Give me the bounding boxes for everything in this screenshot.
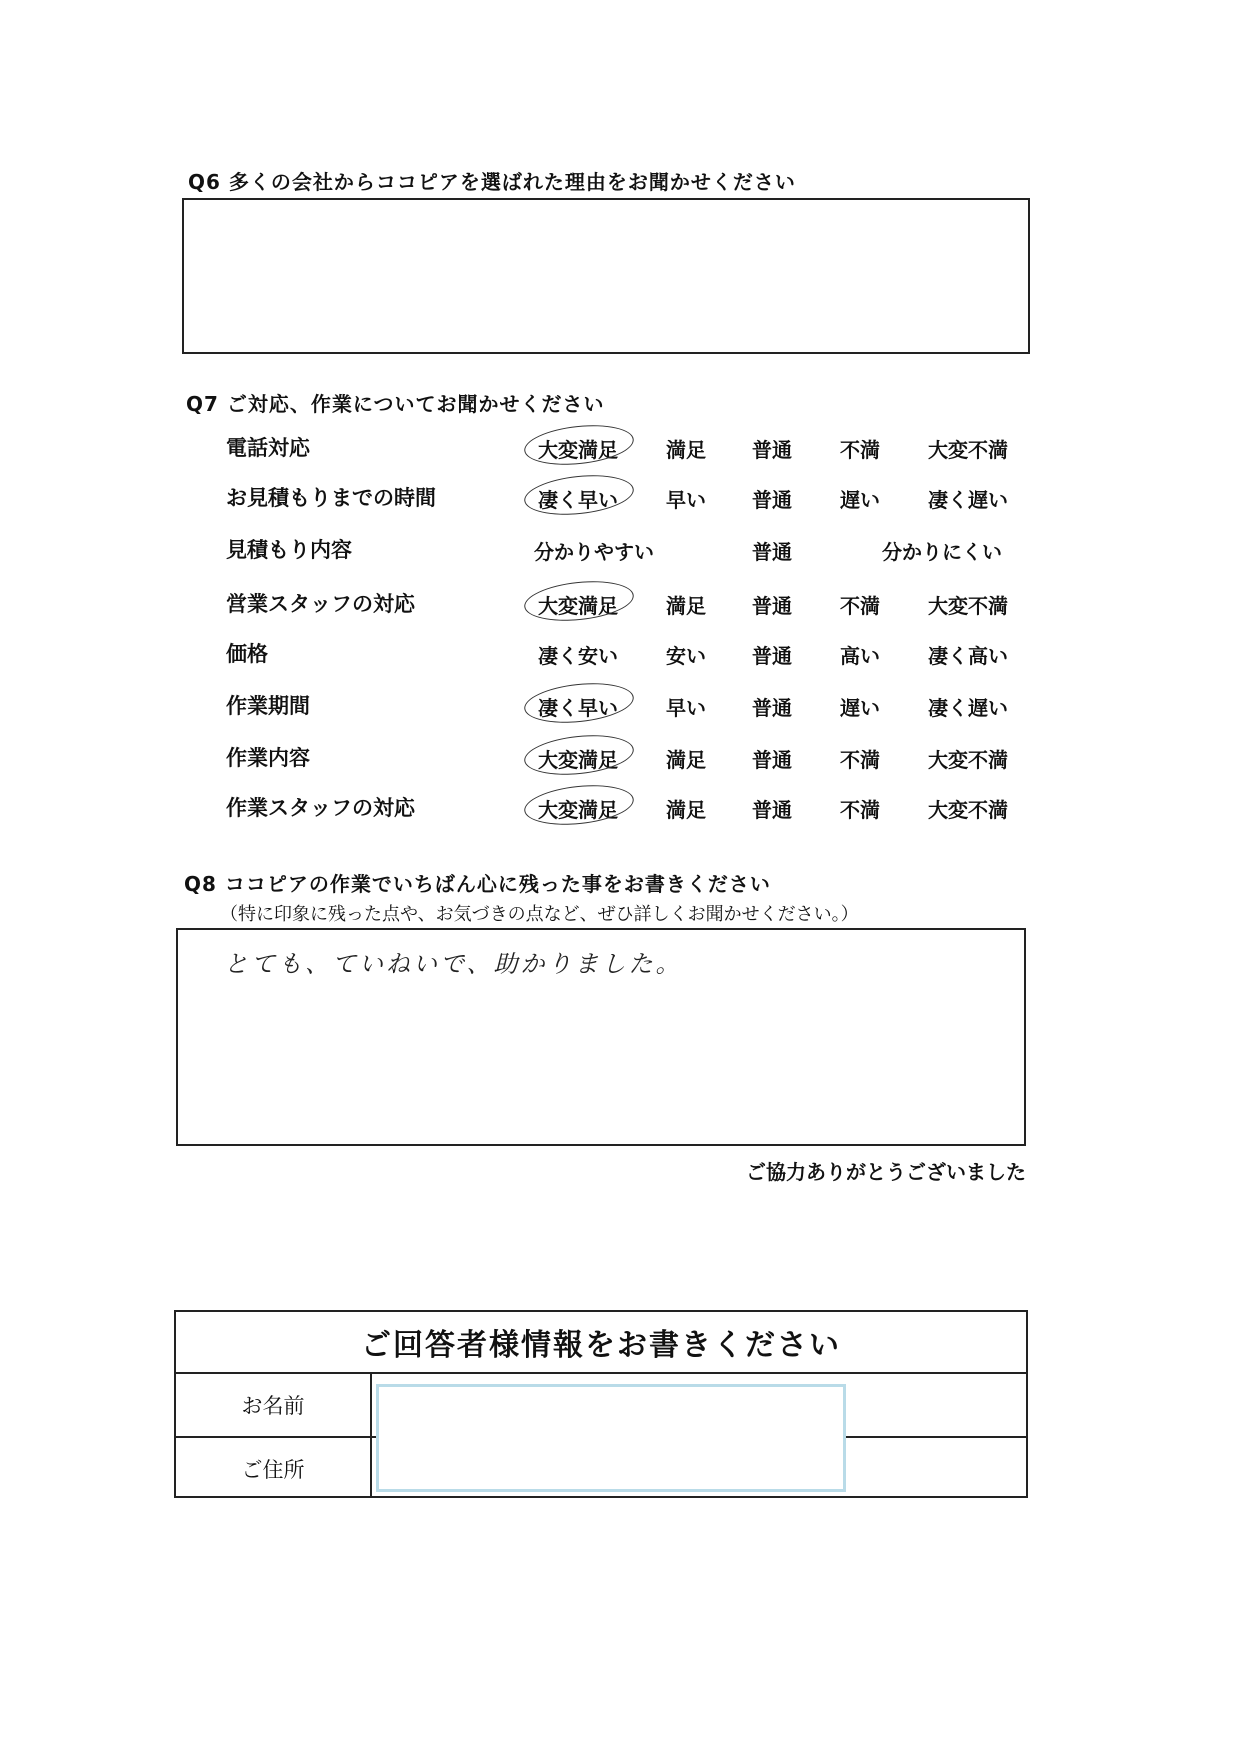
q7-option[interactable]: 普通 [752,488,792,512]
q7-title: Q7 ご対応、作業についてお聞かせください [186,392,605,416]
q7-row-label: 価格 [226,642,268,666]
q7-row-label: お見積もりまでの時間 [226,486,436,510]
q7-row [0,792,1240,832]
q7-option[interactable]: 普通 [752,748,792,772]
q7-option-selected[interactable]: 凄く早い [538,692,618,721]
q7-row [0,534,1240,574]
q7-row-label: 営業スタッフの対応 [226,592,415,616]
respondent-heading: ご回答者様情報をお書きください [176,1312,1026,1374]
q6-answer-box[interactable] [182,198,1030,354]
q7-row-label: 見積もり内容 [226,538,352,562]
q7-option[interactable]: 満足 [666,438,706,462]
q7-option[interactable]: 分かりにくい [882,540,1002,564]
q7-option[interactable]: 大変不満 [928,594,1008,618]
q7-row [0,482,1240,522]
q8-subtitle: （特に印象に残った点や、お気づきの点など、ぜひ詳しくお聞かせください。） [220,904,859,925]
q7-row-label: 作業期間 [226,694,310,718]
q7-row [0,432,1240,472]
q7-option[interactable]: 凄く安い [538,644,618,668]
q7-option-selected[interactable]: 大変満足 [538,744,618,773]
q7-option[interactable]: 普通 [752,644,792,668]
q7-option[interactable]: 遅い [840,488,880,512]
q7-option-selected[interactable]: 大変満足 [538,590,618,619]
q7-option[interactable]: 早い [666,488,706,512]
q7-option[interactable]: 普通 [752,798,792,822]
q7-option[interactable]: 早い [666,696,706,720]
q7-option[interactable]: 大変不満 [928,798,1008,822]
respondent-info-table [174,1310,1028,1498]
q7-option[interactable]: 普通 [752,696,792,720]
q7-option[interactable]: 凄く高い [928,644,1008,668]
q7-option[interactable]: 満足 [666,594,706,618]
q7-option[interactable]: 普通 [752,540,792,564]
q7-option[interactable]: 不満 [840,594,880,618]
q7-row [0,588,1240,628]
name-label: お名前 [241,1394,305,1418]
q7-row [0,742,1240,782]
q7-option[interactable]: 不満 [840,798,880,822]
q7-option[interactable]: 凄く遅い [928,696,1008,720]
q7-option[interactable]: 普通 [752,594,792,618]
q7-row [0,690,1240,730]
q8-title: Q8 ココピアの作業でいちばん心に残った事をお書きください [184,872,771,896]
q7-option[interactable]: 大変不満 [928,438,1008,462]
q7-option-selected[interactable]: 大変満足 [538,434,618,463]
q7-option[interactable]: 分かりやすい [534,540,654,564]
q7-row-label: 作業内容 [226,746,310,770]
q7-option[interactable]: 高い [840,644,880,668]
q7-option[interactable]: 大変不満 [928,748,1008,772]
q7-option[interactable]: 安い [666,644,706,668]
q7-row-label: 電話対応 [226,436,310,460]
q7-option[interactable]: 普通 [752,438,792,462]
q7-option[interactable]: 満足 [666,798,706,822]
q6-title: Q6 多くの会社からココピアを選ばれた理由をお聞かせください [188,170,796,194]
thanks-message: ご協力ありがとうございました [746,1160,1026,1184]
q8-answer-handwriting: とても、ていねいで、助かりました。 [224,950,683,978]
q7-option-selected[interactable]: 大変満足 [538,794,618,823]
redacted-personal-info [376,1384,846,1492]
q7-option[interactable]: 不満 [840,438,880,462]
q7-option[interactable]: 不満 [840,748,880,772]
address-label: ご住所 [241,1458,305,1482]
q7-option[interactable]: 遅い [840,696,880,720]
q7-option-selected[interactable]: 凄く早い [538,484,618,513]
q7-row-label: 作業スタッフの対応 [226,796,415,820]
q7-option[interactable]: 凄く遅い [928,488,1008,512]
q7-row [0,638,1240,678]
q7-option[interactable]: 満足 [666,748,706,772]
